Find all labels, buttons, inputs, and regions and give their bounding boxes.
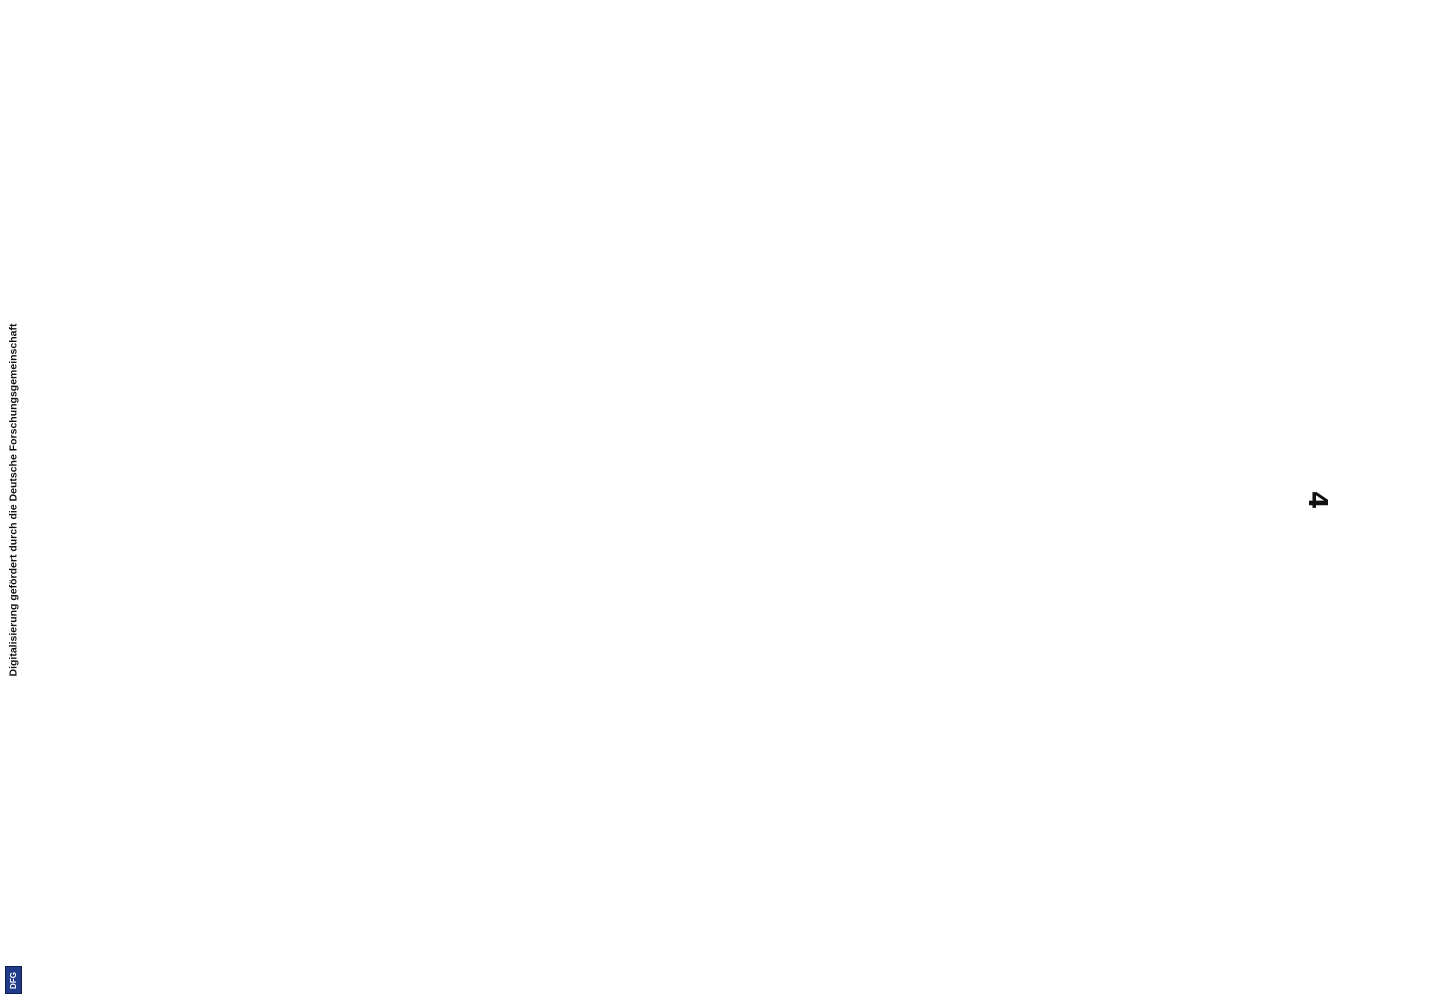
dfg-logo-icon: [5, 966, 22, 994]
dfg-logo-text: DFG: [9, 971, 19, 989]
digitization-note: Digitalisierung gefördert durch die Deutsche Forschungsgemeinschaft: [7, 323, 20, 677]
digitization-sidebar: [2, 0, 24, 1000]
page-number: 4: [1302, 490, 1332, 510]
